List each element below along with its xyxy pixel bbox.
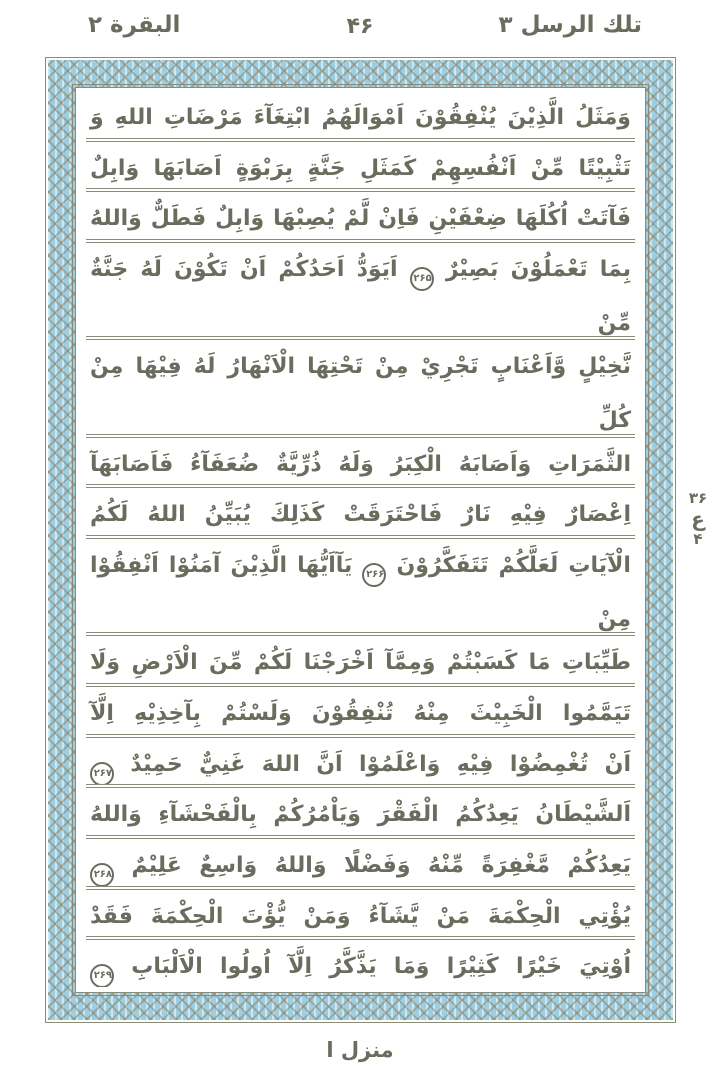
quran-line — [86, 788, 635, 835]
quran-line — [86, 636, 635, 683]
quran-line — [86, 539, 635, 632]
quran-text: طَيِّبَاتِ مَا كَسَبْتُمْ وَمِمَّآ اَخْرَجْنَا لَكُمْ مِّنَ الْاَرْضِ وَلَا — [90, 650, 631, 676]
quran-line — [86, 738, 635, 785]
quran-text: تَثْبِيْتًا مِّنْ اَنْفُسِهِمْ كَمَثَلِ جَنَّةٍ بِرَبْوَةٍ اَصَابَهَا وَابِلٌ — [90, 155, 631, 181]
ayah-end-marker: ۲۶۹ — [90, 964, 114, 987]
quran-text-area — [75, 87, 646, 993]
ayah-end-marker: ۲۶۸ — [90, 863, 114, 886]
quran-line — [86, 91, 635, 138]
quran-line — [86, 839, 635, 886]
quran-text: اِعْصَارٌ فِيْهِ نَارٌ فَاحْتَرَقَتْ كَذَلِكَ يُبَيِّنُ اللهُ لَكُمُ — [90, 502, 631, 528]
quran-text: فَآتَتْ اُكُلَهَا ضِعْفَيْنِ فَاِنْ لَّمْ يُصِبْهَا وَابِلٌ فَطَلٌّ وَاللهُ — [90, 206, 631, 232]
quran-line — [86, 142, 635, 189]
ayah-end-marker: ۲۶۷ — [90, 762, 114, 785]
quran-text: تَيَمَّمُوا الْخَبِيْثَ مِنْهُ تُنْفِقُوْنَ وَلَسْتُمْ بِآخِذِيْهِ اِلَّآ — [90, 701, 631, 727]
ruku-number-top: ۳۶ — [688, 489, 708, 507]
quran-line — [86, 192, 635, 239]
ayah-end-marker: ۲۶۵ — [410, 267, 434, 291]
quran-text: الْآيَاتِ لَعَلَّكُمْ تَتَفَكَّرُوْنَ — [396, 553, 631, 579]
ruku-number-bottom: ۴ — [693, 530, 703, 548]
quran-text: يَعِدُكُمْ مَّغْفِرَةً مِّنْهُ وَفَضْلًا وَاللهُ وَاسِعٌ عَلِيْمٌ — [131, 853, 631, 879]
juz-title: تلك الرسل ٣ — [498, 12, 642, 38]
quran-text: اَلشَّيْطَانُ يَعِدُكُمُ الْفَقْرَ وَيَاْمُرُكُمْ بِالْفَحْشَآءِ وَاللهُ — [90, 802, 631, 828]
quran-text: بِمَا تَعْمَلُوْنَ بَصِيْرٌ — [445, 257, 631, 283]
quran-line — [86, 488, 635, 535]
quran-line — [86, 438, 635, 485]
decorative-frame — [45, 57, 676, 1023]
quran-text: يُؤْتِي الْحِكْمَةَ مَنْ يَّشَآءُ وَمَنْ يُّؤْتَ الْحِكْمَةَ فَقَدْ — [90, 903, 631, 929]
quran-line — [86, 890, 635, 937]
manzil-label: منزل ا — [326, 1038, 394, 1062]
quran-text: يَآاَيُّهَا الَّذِيْنَ آمَنُوْا اَنْفِقُوْا مِنْ — [90, 553, 631, 633]
surah-title: البقرة ٢ — [88, 12, 181, 38]
ruku-margin-marker — [681, 490, 715, 548]
quran-line — [86, 687, 635, 734]
page-header — [0, 10, 720, 50]
quran-text: اَنْ تُغْمِضُوْا فِيْهِ وَاعْلَمُوْا اَنَّ اللهَ غَنِيٌّ حَمِيْدٌ — [130, 751, 631, 777]
quran-line — [86, 243, 635, 336]
quran-line — [86, 940, 635, 987]
quran-text: الثَّمَرَاتِ وَاَصَابَهُ الْكِبَرُ وَلَهُ ذُرِّيَّةٌ ضُعَفَآءُ فَاَصَابَهَآ — [90, 451, 631, 477]
page-number: ۴۶ — [346, 14, 374, 39]
quran-text: اَيَوَدُّ اَحَدُكُمْ اَنْ تَكُوْنَ لَهُ جَنَّةٌ مِّنْ — [90, 257, 631, 337]
ayah-end-marker: ۲۶۶ — [362, 563, 386, 587]
quran-text: نَّخِيْلٍ وَّاَعْنَابٍ تَجْرِيْ مِنْ تَحْتِهَا الْاَنْهَارُ لَهُ فِيْهَا مِنْ كُلِّ — [90, 354, 631, 434]
ain-symbol: ع — [691, 507, 705, 531]
quran-line — [86, 340, 635, 433]
quran-text: اُوْتِيَ خَيْرًا كَثِيْرًا وَمَا يَذَّكَّرُ اِلَّآ اُولُوا الْاَلْبَابِ — [131, 954, 631, 980]
quran-text: وَمَثَلُ الَّذِيْنَ يُنْفِقُوْنَ اَمْوَالَهُمُ ابْتِغَآءَ مَرْضَاتِ اللهِ وَ — [90, 105, 631, 130]
